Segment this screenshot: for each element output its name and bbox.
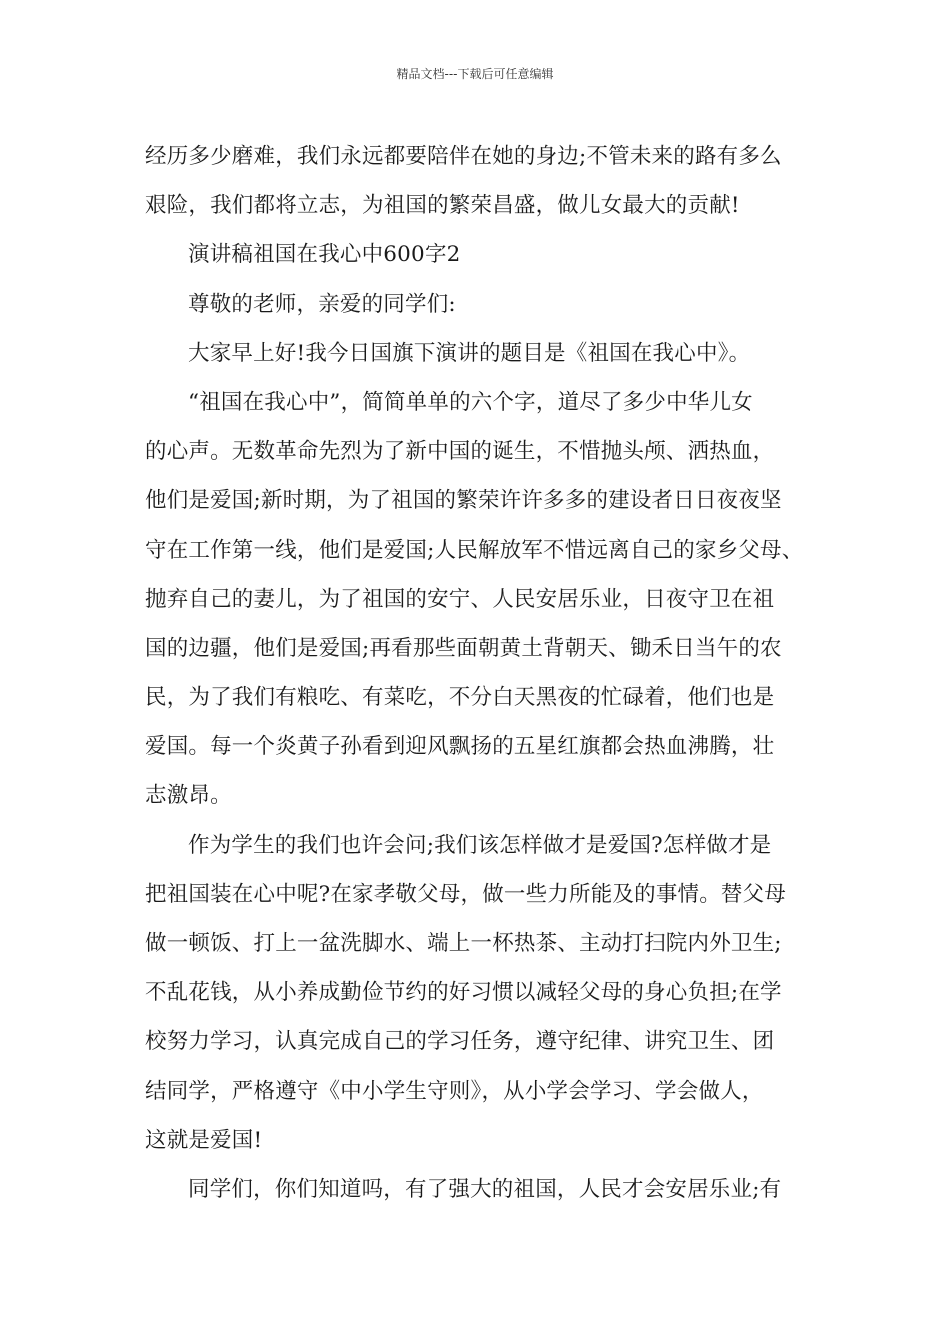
text-line: 这就是爱国! — [145, 1127, 263, 1153]
page-header: 精品文档---下载后可任意编辑 — [396, 67, 554, 81]
text-line: 同学们，你们知道吗，有了强大的祖国，人民才会安居乐业;有 — [188, 1176, 782, 1202]
text-line: 民，为了我们有粮吃、有菜吃，不分白天黑夜的忙碌着，他们也是 — [145, 685, 775, 711]
text-line: 结同学，严格遵守《中小学生守则》，从小学会学习、学会做人， — [145, 1078, 764, 1104]
text-line: 的心声。无数革命先烈为了新中国的诞生，不惜抛头颅、洒热血， — [145, 439, 775, 465]
text-line: “祖国在我心中”，简简单单的六个字，道尽了多少中华儿女 — [188, 389, 753, 415]
text-line: 守在工作第一线，他们是爱国;人民解放军不惜远离自己的家乡父母、 — [145, 537, 804, 563]
text-line: 志激昂。 — [145, 783, 232, 809]
text-line: 大家早上好!我今日国旗下演讲的题目是《祖国在我心中》。 — [188, 340, 751, 366]
text-line: 做一顿饭、打上一盆洗脚水、端上一杯热茶、主动打扫院内外卫生; — [145, 931, 782, 956]
text-line: 国的边疆，他们是爱国;再看那些面朝黄土背朝天、锄禾日当午的农 — [145, 635, 782, 661]
document-body — [145, 132, 810, 1214]
text-line: 抛弃自己的妻儿，为了祖国的安宁、人民安居乐业，日夜守卫在祖 — [145, 586, 775, 612]
text-line: 爱国。每一个炎黄子孙看到迎风飘扬的五星红旗都会热血沸腾，壮 — [145, 734, 775, 760]
text-line: 尊敬的老师，亲爱的同学们: — [188, 291, 456, 317]
text-line: 经历多少磨难，我们永远都要陪伴在她的身边;不管未来的路有多么 — [145, 144, 782, 169]
text-line: 作为学生的我们也许会问;我们该怎样做才是爱国?怎样做才是 — [188, 832, 772, 858]
text-line: 把祖国装在心中呢?在家孝敬父母，做一些力所能及的事情。替父母 — [145, 881, 787, 907]
text-line: 艰险，我们都将立志，为祖国的繁荣昌盛，做儿女最大的贡献! — [145, 193, 740, 219]
text-line: 不乱花钱，从小养成勤俭节约的好习惯以减轻父母的身心负担;在学 — [145, 980, 782, 1006]
text-line: 演讲稿祖国在我心中600字2 — [188, 242, 461, 268]
text-line: 校努力学习，认真完成自己的学习任务，遵守纪律、讲究卫生、团 — [145, 1029, 775, 1055]
text-line: 他们是爱国;新时期，为了祖国的繁荣许许多多的建设者日日夜夜坚 — [145, 488, 782, 514]
